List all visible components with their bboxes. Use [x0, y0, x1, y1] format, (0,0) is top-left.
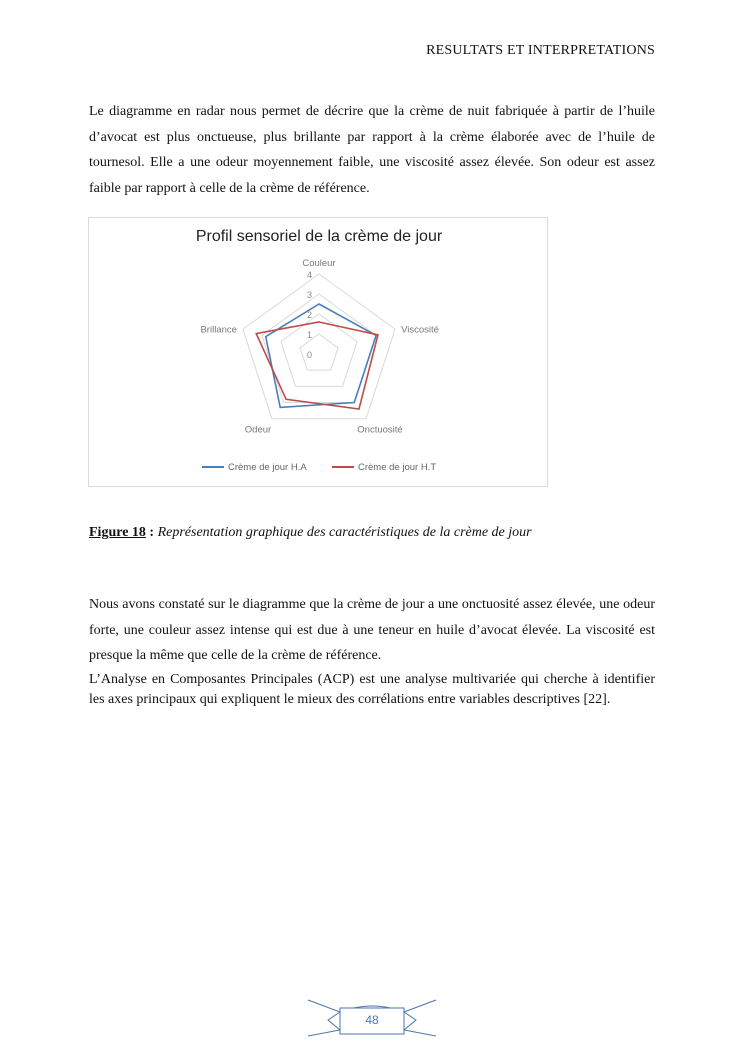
- radar-chart: [88, 217, 548, 487]
- figure-label: Figure 18: [89, 525, 146, 540]
- paragraph-day-cream: Nous avons constaté sur le diagramme que la crème de jour a une onctuosité assez élevée, une odeur forte, une couleur assez intense qui est due à une teneur en huile d’avocat élevée. La viscosité est presque la même que celle de la crème de référence.: [89, 597, 655, 663]
- running-header: RESULTATS ET INTERPRETATIONS: [426, 43, 655, 58]
- paragraph-radar-night-cream: Le diagramme en radar nous permet de décrire que la crème de nuit fabriquée à partir de l’huile d’avocat est plus onctueuse, plus brillante par rapport à la crème élaborée avec de l’huile de tournesol. Elle a une odeur moyennement faible, une viscosité assez élevée. Son odeur est assez faible par rapport à celle de la crème de référence.: [89, 104, 655, 196]
- radar-tick-label: 4: [307, 270, 313, 280]
- radar-chart-svg: [89, 218, 549, 488]
- figure-caption-text: Représentation graphique des caractéristiques de la crème de jour: [154, 525, 532, 540]
- radar-axis-label: Brillance: [200, 324, 237, 336]
- radar-grid-ring: [300, 334, 338, 370]
- figure-colon: :: [145, 525, 155, 540]
- radar-axis-label: Onctuosité: [357, 424, 403, 436]
- radar-axis-label: Couleur: [302, 258, 336, 269]
- radar-axis-label: Odeur: [244, 424, 272, 436]
- paragraph-acp: L’Analyse en Composantes Principales (ACP) est une analyse multivariée qui cherche à identifier les axes principaux qui expliquent le mieux des corrélations entre variables descriptives [22].: [89, 672, 655, 707]
- radar-tick-label: 0: [307, 350, 313, 360]
- radar-axis-label: Viscosité: [401, 324, 439, 336]
- page-number: 48: [365, 1013, 379, 1027]
- radar-tick-label: 2: [307, 310, 313, 320]
- chart-title: Profil sensoriel de la crème de jour: [195, 228, 443, 245]
- figure-caption: [89, 525, 532, 541]
- legend-entry: Crème de jour H.T: [358, 462, 437, 473]
- radar-tick-label: 1: [307, 330, 313, 340]
- radar-tick-label: 3: [307, 290, 313, 300]
- radar-grid-ring: [281, 314, 357, 386]
- legend-entry: Crème de jour H.A: [228, 462, 307, 473]
